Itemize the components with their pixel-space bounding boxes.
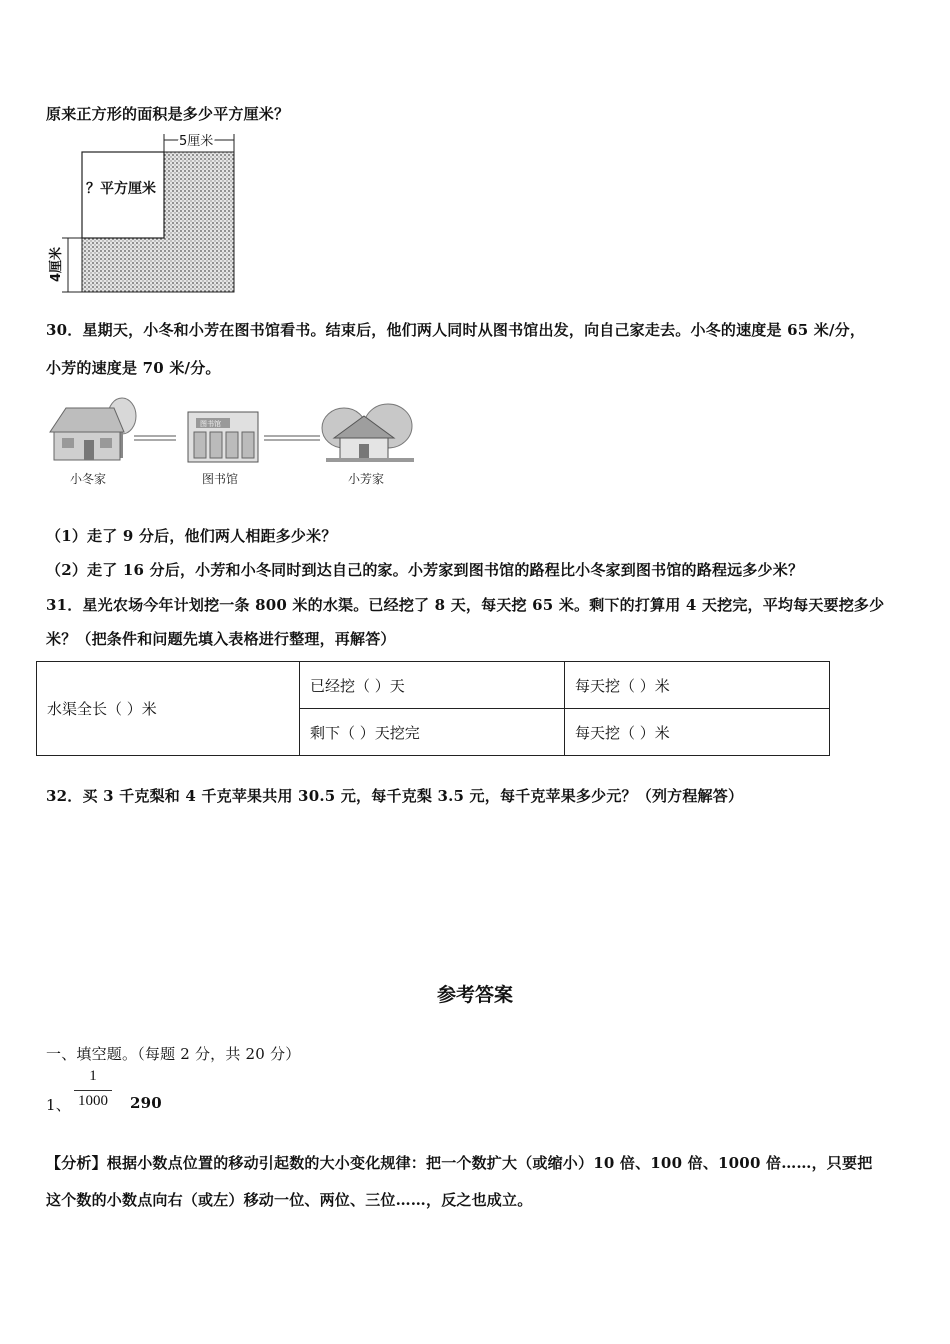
q30-text-line1: 30．星期天，小冬和小芳在图书馆看书。结束后，他们两人同时从图书馆出发，向自己家走去。小冬的速度是 65 米/分， <box>46 321 866 339</box>
answer1-fraction <box>74 1068 112 1110</box>
xiaodong-house-label: 小冬家 <box>70 472 107 486</box>
side-measure-label: 4厘米 <box>49 246 64 282</box>
fraction-numerator: 1 <box>89 1068 97 1084</box>
library-label: 图书馆 <box>202 472 239 486</box>
xiaodong-house-icon <box>50 398 136 460</box>
q32-text: 32．买 3 千克梨和 4 千克苹果共用 30.5 元，每千克梨 3.5 元，每千克苹果多少元？（列方程解答） <box>46 787 744 805</box>
q29-figure <box>40 130 250 300</box>
library-sign: 图书馆 <box>200 420 221 428</box>
daily-remaining-cell[interactable]: 每天挖（ ）米 <box>565 709 830 756</box>
analysis-line1: 【分析】根据小数点位置的移动引起数的大小变化规律：把一个数扩大（或缩小）10 倍、100 倍、1000 倍……，只要把 <box>46 1154 873 1172</box>
q30-sub2: （2）走了 16 分后，小芳和小冬同时到达自己的家。小芳家到图书馆的路程比小冬家到图书馆的路程远多少米？ <box>46 561 804 579</box>
analysis-line2: 这个数的小数点向右（或左）移动一位、两位、三位……，反之也成立。 <box>46 1191 533 1209</box>
answer1-value: 290 <box>130 1094 162 1112</box>
q29-question: 原来正方形的面积是多少平方厘米？ <box>46 105 290 123</box>
answers-section1: 一、填空题。（每题 2 分，共 20 分） <box>46 1045 301 1063</box>
dug-days-cell[interactable]: 已经挖（ ）天 <box>300 662 565 709</box>
canal-total-cell[interactable]: 水渠全长（ ）米 <box>37 662 300 756</box>
q31-table <box>36 661 830 756</box>
answers-title: 参考答案 <box>436 984 513 1006</box>
xiaofang-house-icon <box>322 404 414 462</box>
fraction-denominator: 1000 <box>78 1093 108 1109</box>
xiaofang-house-label: 小芳家 <box>348 472 385 486</box>
q31-text-line1: 31．星光农场今年计划挖一条 800 米的水渠。已经挖了 8 天，每天挖 65 米。剩下的打算用 4 天挖完，平均每天要挖多少 <box>46 596 885 614</box>
remaining-days-cell[interactable]: 剩下（ ）天挖完 <box>300 709 565 756</box>
daily-dug-cell[interactable]: 每天挖（ ）米 <box>565 662 830 709</box>
answer1-prefix: 1、 <box>46 1096 71 1114</box>
q30-sub1: （1）走了 9 分后，他们两人相距多少米？ <box>46 527 337 545</box>
q30-figure <box>44 394 424 494</box>
q30-text-line2: 小芳的速度是 70 米/分。 <box>46 359 221 377</box>
q31-text-line2: 米？（把条件和问题先填入表格进行整理，再解答） <box>46 630 396 648</box>
top-measure-label: 5厘米 <box>179 134 214 149</box>
area-label: ？平方厘米 <box>86 181 156 197</box>
library-icon <box>188 412 258 462</box>
